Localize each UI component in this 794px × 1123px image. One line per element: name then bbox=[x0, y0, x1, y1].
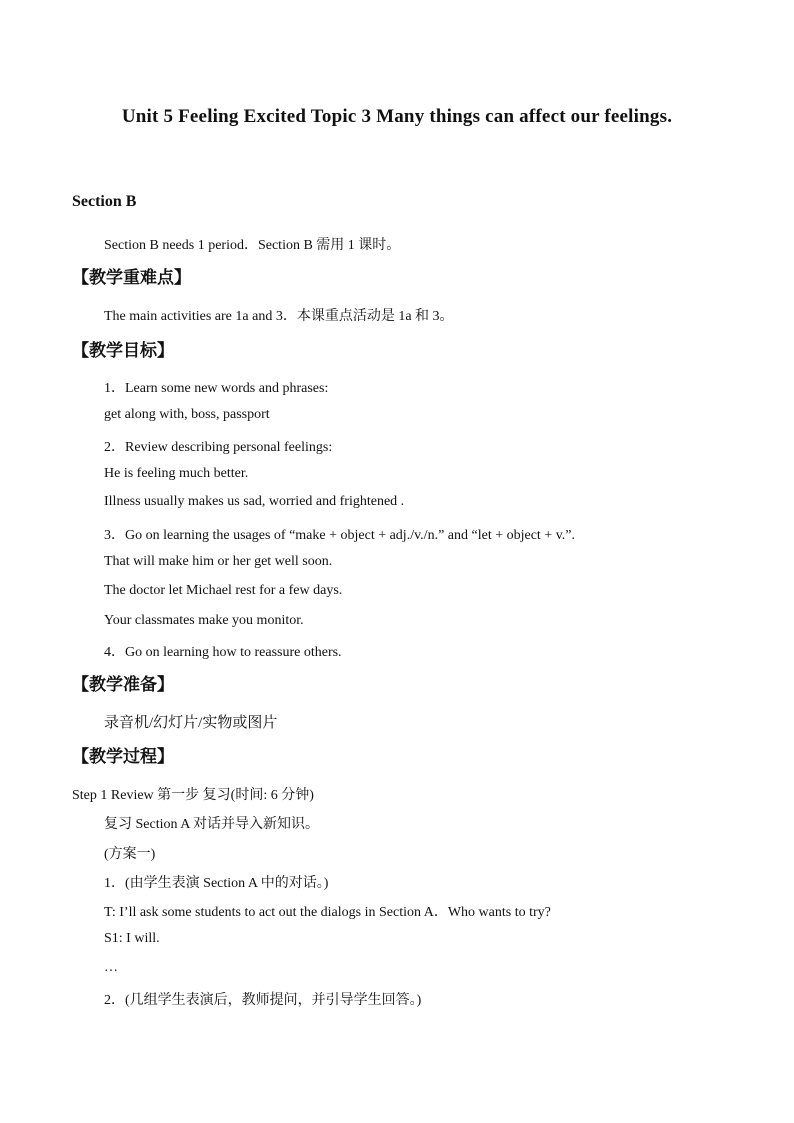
objective-item: That will make him or her get well soon. bbox=[104, 554, 333, 569]
process-line: (方案一) bbox=[104, 847, 156, 862]
period-note: Section B needs 1 period．Section B 需用 1 课时。 bbox=[104, 238, 401, 253]
preparation-heading: 【教学准备】 bbox=[72, 675, 174, 695]
objective-item: 4．Go on learning how to reassure others. bbox=[104, 645, 342, 660]
section-heading: Section B bbox=[72, 193, 137, 210]
objective-item: The doctor let Michael rest for a few days. bbox=[104, 583, 343, 598]
key-points-heading: 【教学重难点】 bbox=[72, 268, 191, 288]
ellipsis: … bbox=[104, 960, 118, 975]
process-line: 2．(几组学生表演后，教师提问，并引导学生回答。) bbox=[104, 993, 422, 1008]
objective-item: 1．Learn some new words and phrases: bbox=[104, 381, 329, 396]
key-points-text: The main activities are 1a and 3．本课重点活动是 1a 和 3。 bbox=[104, 309, 454, 324]
step-heading: Step 1 Review 第一步 复习(时间: 6 分钟) bbox=[72, 788, 314, 803]
objectives-heading: 【教学目标】 bbox=[72, 341, 174, 361]
process-heading: 【教学过程】 bbox=[72, 747, 174, 767]
process-line: 1．(由学生表演 Section A 中的对话。) bbox=[104, 876, 329, 891]
objective-item: He is feeling much better. bbox=[104, 466, 249, 481]
dialog-line: S1: I will. bbox=[104, 931, 160, 946]
objective-item: 3．Go on learning the usages of “make + object + adj./v./n.” and “let + object + v.”. bbox=[104, 528, 576, 543]
dialog-line: T: I’ll ask some students to act out the dialogs in Section A．Who wants to try? bbox=[104, 905, 551, 920]
objective-item: 2．Review describing personal feelings: bbox=[104, 440, 333, 455]
objective-item: Your classmates make you monitor. bbox=[104, 613, 304, 628]
objective-item: get along with, boss, passport bbox=[104, 407, 270, 422]
process-line: 复习 Section A 对话并导入新知识。 bbox=[104, 817, 320, 832]
objective-item: Illness usually makes us sad, worried and frightened . bbox=[104, 494, 405, 509]
preparation-text: 录音机/幻灯片/实物或图片 bbox=[104, 715, 278, 731]
document-title: Unit 5 Feeling Excited Topic 3 Many things can affect our feelings. bbox=[121, 106, 673, 127]
